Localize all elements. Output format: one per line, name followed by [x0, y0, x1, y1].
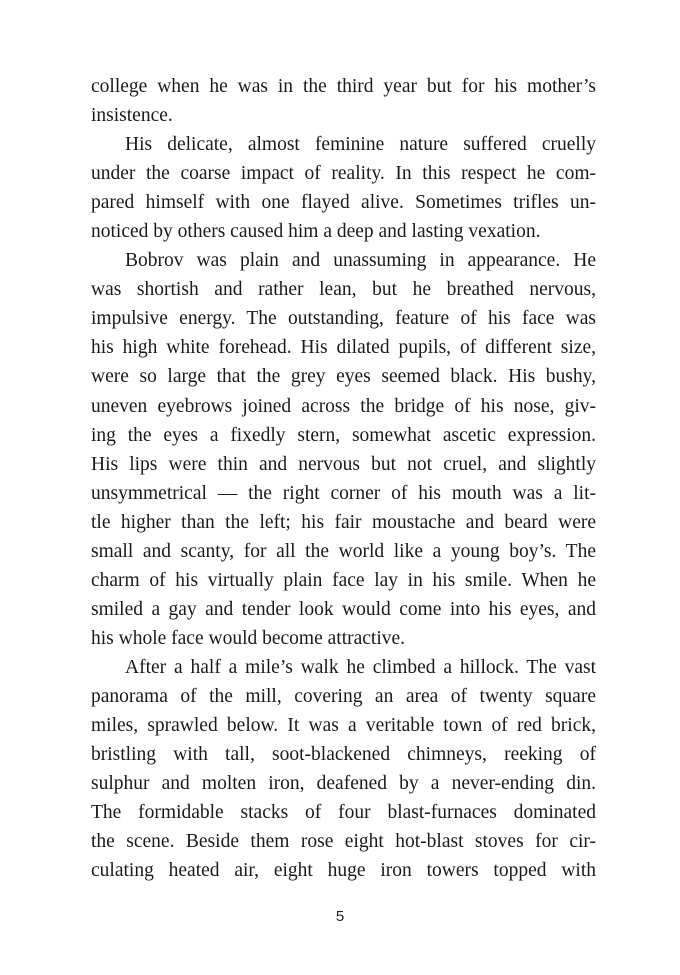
text-line: unsymmetrical — the right corner of his mouth was a lit-	[91, 482, 596, 504]
text-line: college when he was in the third year but for his mother’s	[91, 76, 596, 97]
text-line: insistence.	[91, 105, 173, 127]
text-line: bristling with tall, soot-blackened chimneys, reeking of	[91, 744, 596, 766]
text-line: under the coarse impact of reality. In this respect he com-	[91, 163, 596, 185]
text-line: charm of his virtually plain face lay in his smile. When he	[91, 569, 596, 591]
text-line: tle higher than the left; his fair moustache and beard were	[91, 511, 596, 533]
text-line: smiled a gay and tender look would come into his eyes, and	[91, 598, 596, 620]
body-text	[91, 72, 596, 885]
text-line: small and scanty, for all the world like a young boy’s. The	[91, 540, 596, 562]
text-line: were so large that the grey eyes seemed black. His bushy,	[91, 366, 596, 388]
text-line: panorama of the mill, covering an area of twenty square	[91, 685, 596, 707]
text-line: ing the eyes a fixedly stern, somewhat ascetic expression.	[91, 424, 596, 446]
text-line: miles, sprawled below. It was a veritable town of red brick,	[91, 715, 596, 737]
text-line: sulphur and molten iron, deafened by a never-ending din.	[91, 773, 596, 795]
paragraph-first-line: His delicate, almost feminine nature suffered cruelly	[125, 134, 596, 156]
text-line: The formidable stacks of four blast-furnaces dominated	[91, 802, 596, 824]
paragraph-first-line: Bobrov was plain and unassuming in appearance. He	[125, 250, 596, 272]
page-number: 5	[335, 908, 345, 925]
text-line: the scene. Beside them rose eight hot-blast stoves for cir-	[91, 831, 596, 853]
text-line: His lips were thin and nervous but not cruel, and slightly	[91, 453, 596, 475]
paragraph-first-line: After a half a mile’s walk he climbed a hillock. The vast	[125, 656, 596, 678]
text-line: uneven eyebrows joined across the bridge of his nose, giv-	[91, 395, 596, 417]
text-line: pared himself with one flayed alive. Sometimes trifles un-	[91, 192, 596, 214]
text-line: impulsive energy. The outstanding, feature of his face was	[91, 308, 596, 330]
text-line: noticed by others caused him a deep and lasting vexation.	[91, 221, 541, 243]
text-line: his whole face would become attractive.	[91, 627, 406, 649]
text-line: was shortish and rather lean, but he breathed nervous,	[91, 279, 596, 301]
text-line: his high white forehead. His dilated pupils, of different size,	[91, 337, 596, 359]
text-line: culating heated air, eight huge iron towers topped with	[91, 860, 596, 882]
